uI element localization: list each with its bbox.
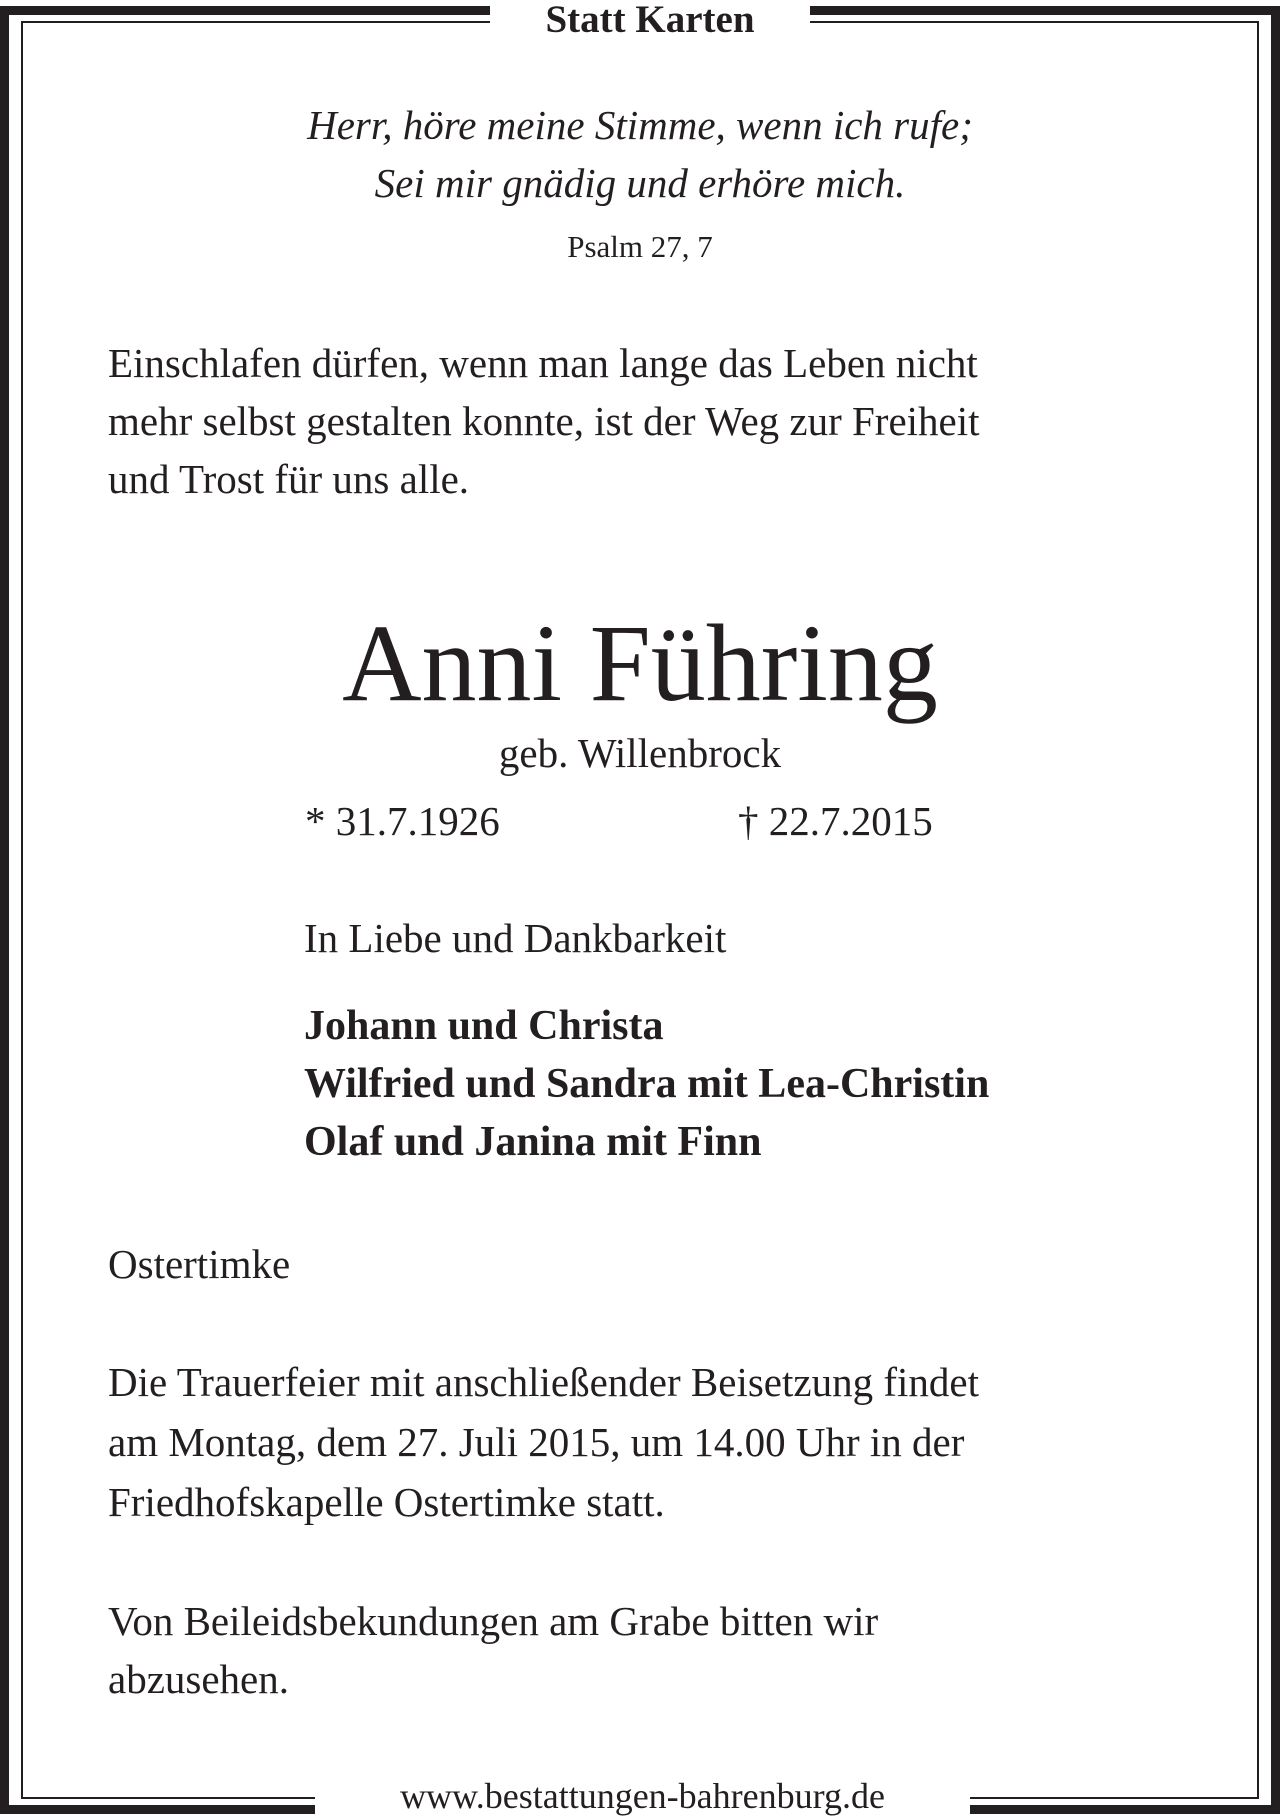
verse-source: Psalm 27, 7 xyxy=(567,229,713,264)
funeral-line-3: Friedhofskapelle Ostertimke statt. xyxy=(108,1479,665,1525)
intro-line-2: mehr selbst gestalten konnte, ist der Weg zur Freiheit xyxy=(108,398,980,444)
header-label: Statt Karten xyxy=(490,0,810,40)
funeral-home-website-link[interactable]: www.bestattungen-bahrenburg.de xyxy=(315,1772,970,1820)
funeral-line-1: Die Trauerfeier mit anschließender Beisetzung findet xyxy=(108,1359,979,1405)
inner-border xyxy=(21,21,1259,1799)
mourner-name: Wilfried und Sandra mit Lea-Christin xyxy=(304,1061,990,1107)
mourners-intro: In Liebe und Dankbarkeit xyxy=(304,915,727,961)
intro-line-1: Einschlafen dürfen, wenn man lange das Leben nicht xyxy=(108,340,978,386)
mourner-name: Olaf und Janina mit Finn xyxy=(304,1119,762,1165)
verse-line-2: Sei mir gnädig und erhöre mich. xyxy=(374,160,906,206)
death-date: † 22.7.2015 xyxy=(738,798,933,844)
mourner-name: Johann und Christa xyxy=(304,1003,664,1049)
place-name: Ostertimke xyxy=(108,1241,291,1287)
intro-line-3: und Trost für uns alle. xyxy=(108,456,470,502)
funeral-line-2: am Montag, dem 27. Juli 2015, um 14.00 Uhr in der xyxy=(108,1419,965,1465)
condolence-line-2: abzusehen. xyxy=(108,1656,289,1702)
birth-date: * 31.7.1926 xyxy=(305,798,500,844)
maiden-name: geb. Willenbrock xyxy=(498,730,782,776)
condolence-line-1: Von Beileidsbekundungen am Grabe bitten wir xyxy=(108,1598,879,1644)
verse-line-1: Herr, höre meine Stimme, wenn ich rufe; xyxy=(307,102,973,148)
deceased-name: Anni Führing xyxy=(342,602,938,724)
